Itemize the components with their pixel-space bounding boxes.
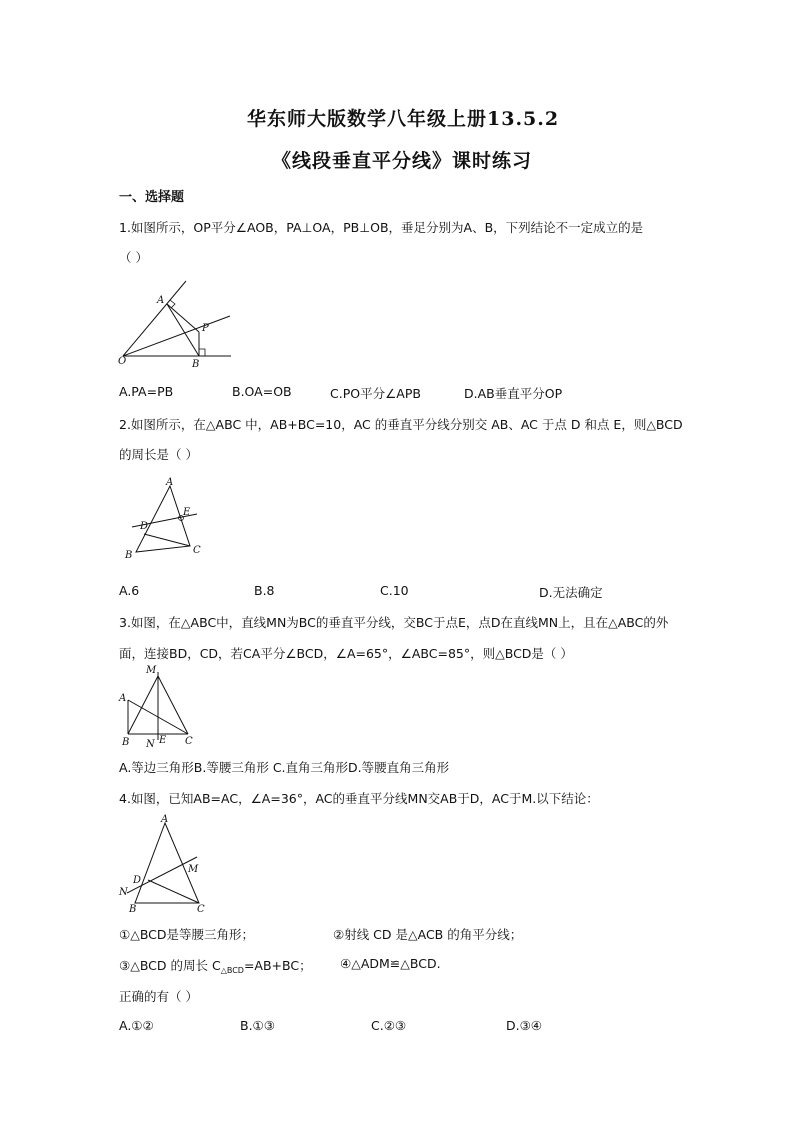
q4-option-c[interactable]: C.②③ (371, 1018, 407, 1033)
q3-figure (118, 662, 196, 750)
q2-option-b[interactable]: B.8 (254, 583, 275, 598)
q1-option-a[interactable]: A.PA=PB (119, 384, 174, 399)
section-heading: 一、选择题 (119, 190, 185, 205)
q1-figure (118, 278, 236, 368)
q4-option-a[interactable]: A.①② (119, 1018, 154, 1033)
q2-label-c: C (193, 545, 201, 556)
q4-figure (117, 813, 209, 913)
q2-stem-line1: 2.如图所示，在△ABC 中，AB+BC=10，AC 的垂直平分线分别交 AB、AC 于点 D 和点 E，则△BCD (119, 417, 683, 432)
q4-conclusion-3-post: =AB+BC； (243, 958, 312, 973)
q2-label-b: B (125, 550, 133, 561)
q2-label-a: A (166, 477, 174, 488)
q2-label-d: D (140, 521, 149, 532)
q1-stem-line1: 1.如图所示，OP平分∠AOB，PA⊥OA，PB⊥OB，垂足分别为A、B，下列结论不一定成立的是 (119, 220, 644, 235)
q2-figure (118, 476, 210, 564)
q4-conclusion-3 (119, 956, 312, 974)
q4-label-b: B (129, 904, 137, 913)
q1-option-d[interactable]: D.AB垂直平分OP (464, 386, 563, 401)
q1-option-b[interactable]: B.OA=OB (232, 384, 292, 399)
q2-option-d[interactable]: D.无法确定 (539, 585, 603, 600)
q1-option-c[interactable]: C.PO平分∠APB (330, 386, 421, 401)
q3-label-b: B (122, 737, 130, 748)
q1-label-b: B (192, 359, 200, 368)
q4-conclusion-3-pre: ③△BCD 的周长 C (119, 958, 221, 973)
q3-stem-line1: 3.如图，在△ABC中，直线MN为BC的垂直平分线，交BC于点E，点D在直线MN上，且在△ABC的外 (119, 615, 669, 630)
q3-label-c: C (185, 736, 193, 747)
q4-label-d: D (133, 875, 142, 886)
q4-conclusion-2: ②射线 CD 是△ACB 的角平分线； (333, 927, 523, 942)
page-title-line2: 《线段垂直平分线》课时练习 (272, 150, 533, 172)
q4-conclusion-3-sub: △BCD (220, 966, 244, 975)
q4-label-m: M (188, 864, 199, 875)
q1-stem-line2: （ ） (119, 250, 148, 265)
q2-label-e: E (183, 507, 191, 518)
q3-options-line[interactable]: A.等边三角形B.等腰三角形 C.直角三角形D.等腰直角三角形 (119, 760, 450, 775)
q3-label-m: M (146, 665, 157, 676)
q4-ask: 正确的有（ ） (119, 989, 198, 1004)
q3-stem-line2: 面，连接BD，CD，若CA平分∠BCD，∠A=65°，∠ABC=85°，则△BCD是（ ） (119, 646, 573, 661)
q1-label-p: P (202, 323, 209, 334)
q1-label-o: O (118, 356, 127, 367)
q2-option-c[interactable]: C.10 (380, 583, 409, 598)
q4-label-a: A (161, 814, 169, 825)
q4-label-c: C (197, 904, 205, 913)
q4-label-n: N (119, 887, 128, 898)
q3-label-n: N (146, 739, 155, 750)
q4-conclusion-4: ④△ADM≌△BCD. (340, 956, 441, 971)
page-title-line1: 华东师大版数学八年级上册13.5.2 (247, 108, 560, 130)
q4-option-b[interactable]: B.①③ (240, 1018, 275, 1033)
q2-option-a[interactable]: A.6 (119, 583, 140, 598)
q4-stem-line1: 4.如图，已知AB=AC，∠A=36°，AC的垂直平分线MN交AB于D，AC于M.以下结论： (119, 791, 599, 806)
q3-label-a: A (119, 693, 127, 704)
q4-conclusion-1: ①△BCD是等腰三角形； (119, 927, 255, 942)
q4-option-d[interactable]: D.③④ (506, 1018, 543, 1033)
q2-stem-line2: 的周长是（ ） (119, 447, 198, 462)
q1-label-a: A (157, 295, 165, 306)
q3-label-e: E (159, 735, 167, 746)
